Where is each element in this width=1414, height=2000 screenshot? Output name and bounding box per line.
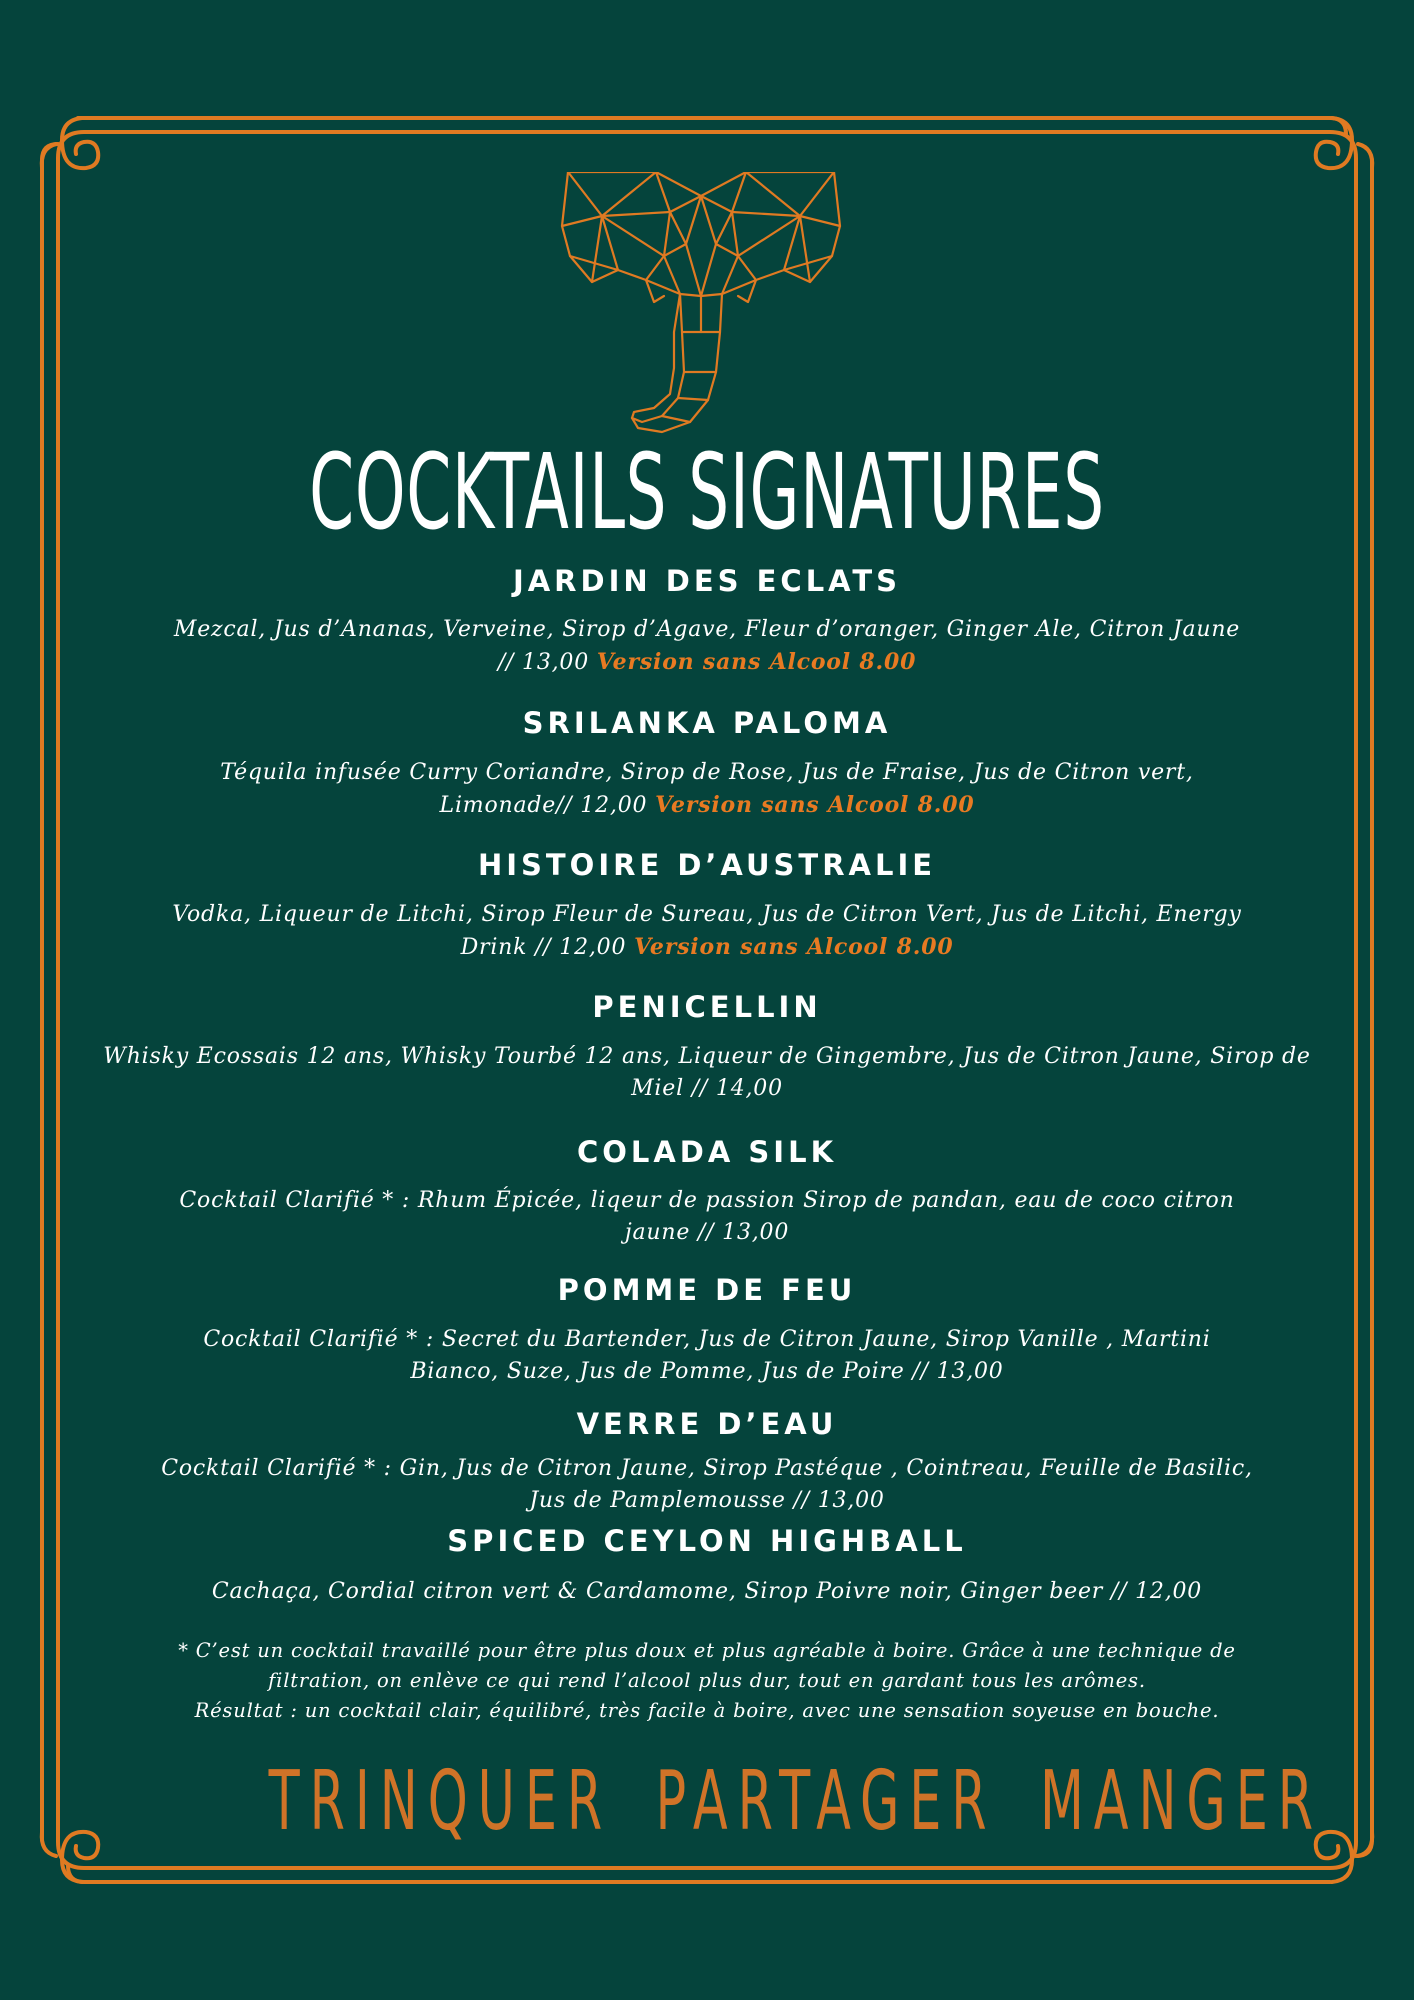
cocktail-ingredients: Cocktail Clarifié * : Rhum Épicée, liqeur de passion Sirop de pandan, eau de coco citron: [179, 1188, 1235, 1213]
cocktail-name: SPICED CEYLON HIGHBALL: [447, 1524, 967, 1558]
cocktail-price: Miel // 14,00: [631, 1076, 783, 1101]
cocktail-ingredients: Téquila infusée Curry Coriandre, Sirop de Rose, Jus de Fraise, Jus de Citron vert,: [220, 760, 1194, 785]
cocktail-description: [80, 614, 1334, 679]
cocktail-name: PENICELLIN: [592, 990, 822, 1024]
cocktail-ingredients: Cachaça, Cordial citron vert & Cardamome, Sirop Poivre noir, Ginger beer // 12,00: [211, 1579, 1203, 1604]
cocktail-price-line: [80, 789, 1334, 822]
cocktail-price: Limonade// 12,00: [439, 793, 656, 818]
alcohol-free-price: Version sans Alcool 8.00: [634, 934, 954, 960]
cocktail-name: JARDIN DES ECLATS: [512, 564, 902, 598]
cocktail-description: [80, 899, 1334, 964]
alcohol-free-price: Version sans Alcool 8.00: [655, 792, 975, 818]
footnote-line: * C’est un cocktail travaillé pour être plus doux et plus agréable à boire. Grâce à une technique de: [178, 1639, 1236, 1662]
clarified-cocktail-footnote: [120, 1636, 1294, 1726]
cocktail-price: // 13,00: [497, 650, 597, 675]
cocktail-ingredients: Mezcal, Jus d’Ananas, Verveine, Sirop d’Agave, Fleur d’oranger, Ginger Ale, Citron Jaune: [173, 617, 1241, 642]
cocktail-name: VERRE D’EAU: [576, 1407, 838, 1441]
cocktail-price: Drink // 12,00: [460, 935, 635, 960]
cocktail-price-line: [80, 931, 1334, 964]
footnote-line: Résultat : un cocktail clair, équilibré, très facile à boire, avec une sensation soyeuse en bouche.: [194, 1699, 1220, 1722]
cocktail-description: [80, 757, 1334, 822]
cocktail-ingredients: Vodka, Liqueur de Litchi, Sirop Fleur de Sureau, Jus de Citron Vert, Jus de Litchi, Energy: [172, 902, 1242, 927]
cocktail-price: Jus de Pamplemousse // 13,00: [529, 1488, 885, 1513]
cocktail-name: POMME DE FEU: [557, 1273, 857, 1307]
slogan: TRINQUER PARTAGER MANGER: [268, 1754, 1324, 1849]
cocktail-ingredients: Cocktail Clarifié * : Secret du Bartender, Jus de Citron Jaune, Sirop Vanille , Martini: [203, 1327, 1211, 1352]
cocktail-name: SRILANKA PALOMA: [522, 706, 892, 740]
page-title: COCKTAILS SIGNATURES: [309, 431, 1105, 553]
elephant-head-geometric-icon: [558, 172, 844, 434]
cocktail-ingredients: Whisky Ecossais 12 ans, Whisky Tourbé 12 ans, Liqueur de Gingembre, Jus de Citron Jaune, Sirop de: [103, 1044, 1311, 1069]
cocktail-ingredients: Cocktail Clarifié * : Gin, Jus de Citron Jaune, Sirop Pastéque , Cointreau, Feuille de Basilic,: [161, 1456, 1253, 1481]
cocktail-description: [80, 1324, 1334, 1388]
cocktail-description: [80, 1185, 1334, 1249]
cocktail-price: Bianco, Suze, Jus de Pomme, Jus de Poire // 13,00: [410, 1359, 1004, 1384]
footnote-line: filtration, on enlève ce qui rend l’alcool plus dur, tout en gardant tous les arômes.: [268, 1669, 1146, 1692]
cocktail-description: [80, 1576, 1334, 1608]
cocktail-price-line: [80, 646, 1334, 679]
cocktail-price: jaune // 13,00: [624, 1220, 790, 1245]
cocktail-name: COLADA SILK: [576, 1135, 838, 1169]
cocktail-description: [80, 1453, 1334, 1517]
cocktail-description: [60, 1041, 1354, 1105]
alcohol-free-price: Version sans Alcool 8.00: [596, 649, 917, 675]
cocktail-name: HISTOIRE D’AUSTRALIE: [477, 848, 937, 882]
